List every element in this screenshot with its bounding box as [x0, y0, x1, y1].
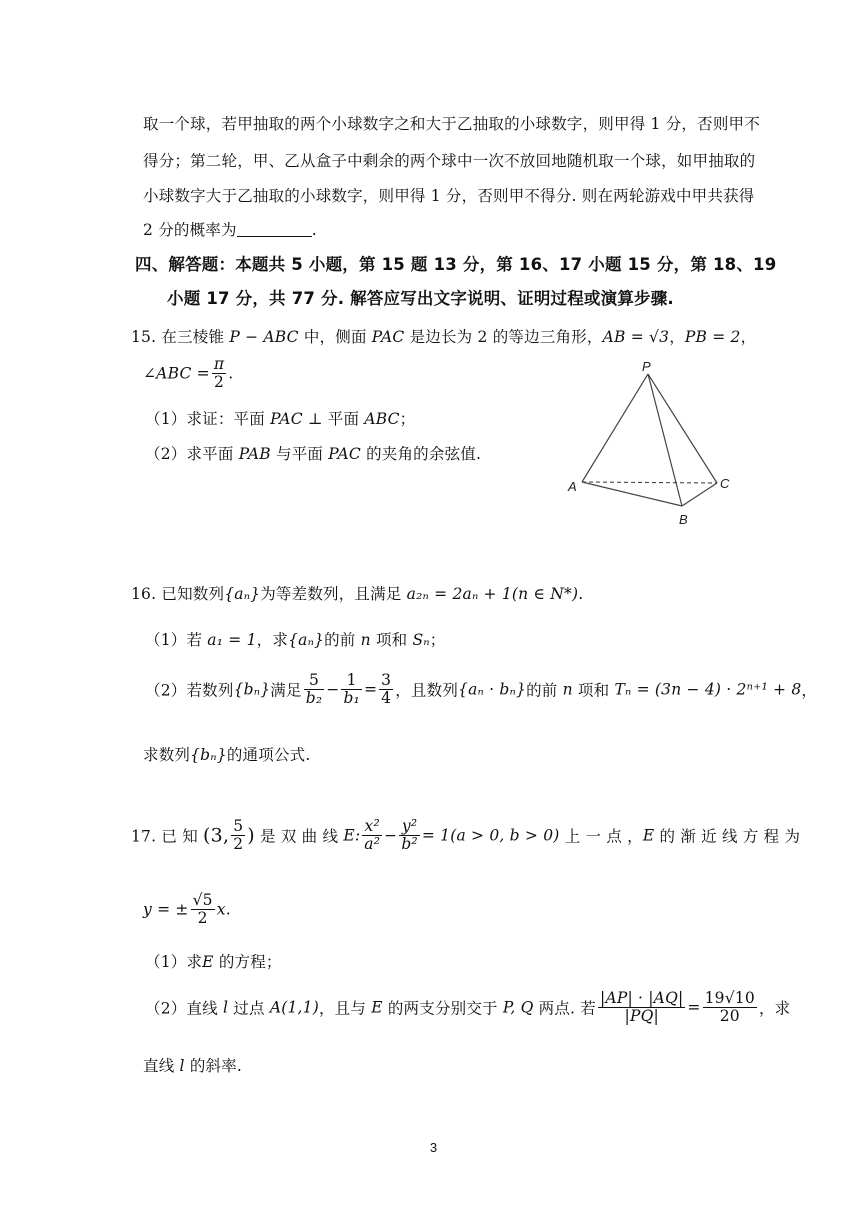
q17-t1: 是 双 曲 线	[260, 827, 344, 846]
q16-p2-t2: 满足	[270, 681, 302, 700]
q16-f2-num: 1	[341, 672, 362, 690]
q15-face: PAC	[371, 328, 405, 346]
q15-part1	[145, 407, 415, 429]
q17-p1-E: E	[202, 953, 214, 971]
q16-minus: −	[326, 680, 340, 699]
q17-stem	[131, 818, 800, 853]
q17-minus: −	[384, 826, 398, 845]
q17-b2: b²	[401, 835, 418, 853]
q17-x2: x²	[362, 818, 382, 836]
q16-f3-num: 3	[381, 671, 392, 689]
q16-p2-t4: 的前	[526, 681, 563, 700]
q16-p2-t3: ，且数列	[395, 681, 459, 700]
q15-num: 15. 在三棱锥	[131, 328, 230, 346]
q16-num: 16. 已知数列	[131, 585, 225, 603]
q17-point-close: )	[247, 824, 255, 847]
q15-angle-frac	[212, 356, 226, 391]
q16-p1-t5: ；	[429, 631, 446, 649]
q17-part2	[145, 990, 790, 1025]
q15-stem	[131, 325, 756, 347]
q17-ratio-eq: =	[687, 998, 701, 1017]
q16-p1-n: n	[360, 631, 371, 649]
q16-frac-5-b2	[304, 672, 325, 707]
q17-frac-y2-b2	[399, 818, 420, 853]
page-number: 3	[429, 1140, 438, 1155]
answer-blank	[237, 222, 312, 237]
q17-E2: E	[642, 826, 655, 845]
q17-t2: 上 一 点 ，	[559, 827, 643, 846]
q15-angle-end: .	[228, 364, 234, 383]
q17-frac-x2-a2	[362, 818, 382, 853]
q16-p1-t1: （1）若	[145, 631, 208, 649]
q15-p2-t2: 与平面	[270, 445, 329, 463]
q17-p1-t1: （1）求	[145, 953, 203, 971]
q15-p1-plane1: PAC	[270, 410, 303, 428]
q15-t2: 是边长为 2 的等边三角形，	[404, 328, 603, 346]
q16-frac-3-4	[379, 672, 393, 707]
q15-t4: ，	[740, 328, 757, 346]
q15-angle-num: π	[213, 355, 225, 373]
q17-a2: a²	[364, 835, 381, 853]
q17-asy-frac	[191, 892, 215, 927]
q16-l3-t2: 的通项公式.	[226, 746, 311, 764]
q16-p2-seq-b: {bₙ}	[233, 680, 271, 699]
q16-p1-t3: 的前	[324, 631, 361, 649]
q16-p2-t5: 项和	[572, 681, 615, 700]
q16-part2	[145, 672, 817, 707]
q16-p2-prod: {aₙ · bₙ}	[458, 680, 527, 699]
q17-t3: 的 渐 近 线 方 程 为	[654, 827, 801, 846]
prev-line-2: 得分；第二轮，甲、乙从盒子中剩余的两个球中一次不放回地随机取一个球，如甲抽取的	[143, 152, 756, 170]
q15-p1-t3: ；	[399, 410, 416, 428]
q17-ratio-den: |PQ|	[624, 1007, 659, 1025]
q17-p1-t2: 的方程；	[213, 953, 282, 971]
section-header-line-2: 小题 17 分，共 77 分. 解答应写出文字说明、证明过程或演算步骤.	[167, 289, 674, 308]
q17-p2-t4: 的两支分别交于	[382, 999, 503, 1018]
q16-p1-sn: Sₙ	[412, 631, 430, 649]
q15-t1: 中，侧面	[298, 328, 372, 346]
q17-value-num: 19√10	[704, 989, 755, 1007]
pyramid-figure	[560, 360, 740, 530]
prev-line-4-end: .	[311, 221, 317, 239]
q16-p2-n: n	[562, 680, 573, 699]
edge-PA	[582, 374, 648, 482]
label-C: C	[720, 476, 730, 491]
q17-asymptote	[143, 892, 231, 927]
q16-t1: 为等差数列，且满足	[260, 585, 407, 603]
q17-p2-t3: ，且与	[318, 999, 372, 1018]
q15-angle	[143, 356, 233, 391]
q16-l3-t1: 求数列	[143, 746, 191, 764]
q17-asy-end: .	[225, 900, 231, 919]
label-A: A	[568, 479, 577, 494]
edge-BC	[682, 483, 717, 506]
q17-point-open: (3,	[203, 824, 230, 847]
label-B: B	[679, 512, 688, 527]
q17-point-frac	[231, 818, 245, 853]
q17-value-frac	[703, 990, 757, 1025]
q15-t3: ，	[669, 328, 685, 346]
q16-p2-tn: Tₙ = (3n − 4) · 2ⁿ⁺¹ + 8	[614, 680, 802, 699]
q17-p2-E: E	[371, 998, 383, 1017]
q17-y2: y²	[399, 818, 420, 836]
q15-pb: PB = 2	[684, 328, 741, 346]
q16-f3-den: 4	[381, 689, 392, 707]
q16-l3-seq: {bₙ}	[190, 746, 227, 764]
q17-pt-num: 5	[233, 817, 244, 835]
q16-p1-seq: {aₙ}	[288, 631, 325, 649]
q16-eq: =	[363, 680, 378, 699]
q15-p2-plane1: PAB	[238, 445, 271, 463]
q17-pt-den: 2	[233, 835, 244, 853]
q17-num: 17. 已 知	[131, 827, 198, 846]
q16-cond: a₂ₙ = 2aₙ + 1(n ∈ N*)	[406, 585, 579, 603]
edge-AB	[582, 482, 682, 506]
q15-angle-den: 2	[214, 373, 225, 391]
q16-p1-t4: 项和	[370, 631, 413, 649]
q16-f2-den: b₁	[343, 689, 360, 707]
q17-ratio-frac	[598, 990, 685, 1025]
q15-p2-plane2: PAC	[328, 445, 361, 463]
q15-pyramid: P − ABC	[229, 328, 299, 346]
q17-l3-l: l	[179, 1057, 185, 1075]
q16-f1-num: 5	[304, 672, 325, 690]
q17-part1	[145, 950, 282, 972]
q17-l3-t1: 直线	[143, 1057, 180, 1075]
q17-asy-lhs: y = ±	[143, 900, 189, 919]
edge-PC	[648, 374, 717, 483]
q16-frac-1-b1	[341, 672, 362, 707]
q15-angle-lhs: ∠ABC =	[143, 364, 210, 383]
q16-p2-t6: ，	[801, 681, 818, 700]
label-P: P	[642, 360, 651, 374]
q16-part1	[145, 628, 446, 650]
prev-line-3: 小球数字大于乙抽取的小球数字，则甲得 1 分，否则甲不得分. 则在两轮游戏中甲共获得	[143, 187, 755, 205]
prev-line-4	[143, 218, 317, 240]
q17-p2-t2: 过点	[228, 999, 270, 1018]
q17-l3-t2: 的斜率.	[184, 1057, 243, 1075]
section-header-line-1: 四、解答题：本题共 5 小题，第 15 题 13 分，第 16、17 小题 15 分，第 18、19	[135, 255, 777, 274]
q15-part2	[145, 442, 481, 464]
q17-asy-num: √5	[192, 891, 213, 909]
q17-asy-den: 2	[197, 909, 208, 927]
q15-p2-t1: （2）求平面	[145, 445, 239, 463]
q15-ab: AB = √3	[602, 328, 670, 346]
q15-p1-t1: （1）求证：平面	[145, 410, 271, 428]
q17-line3	[143, 1054, 242, 1076]
q17-p2-A: A(1,1)	[269, 998, 319, 1017]
q15-p1-plane2: ABC	[364, 410, 400, 428]
q16-p1-a1: a₁ = 1	[207, 631, 257, 649]
q17-value-den: 20	[719, 1007, 740, 1025]
q16-f1-den: b₂	[305, 689, 323, 707]
q17-p2-t6: ，求	[758, 999, 791, 1018]
q17-eqcond: = 1(a > 0, b > 0)	[421, 826, 560, 845]
q17-p2-l: l	[223, 998, 229, 1017]
q16-stem	[131, 582, 583, 604]
q16-t2: .	[578, 585, 584, 603]
q15-p1-t2: ⊥ 平面	[302, 410, 365, 428]
q15-p2-t3: 的夹角的余弦值.	[360, 445, 482, 463]
q17-ratio-num: |AP| · |AQ|	[600, 989, 684, 1007]
edge-AC-hidden	[582, 482, 717, 483]
q17-p2-t1: （2）直线	[145, 999, 223, 1018]
q16-p1-t2: ，求	[256, 631, 289, 649]
prev-line-1: 取一个球，若甲抽取的两个小球数字之和大于乙抽取的小球数字，则甲得 1 分，否则甲不	[143, 115, 760, 133]
q17-asy-x: x	[216, 900, 226, 919]
q16-seq-a: {aₙ}	[224, 585, 261, 603]
q17-p2-PQ: P, Q	[502, 998, 534, 1017]
q17-p2-t5: 两点. 若	[533, 999, 597, 1018]
q16-p2-t1: （2）若数列	[145, 681, 234, 700]
edge-PB	[648, 374, 682, 506]
prev-line-4-text: 2 分的概率为	[143, 221, 237, 239]
q17-E: E:	[343, 826, 361, 845]
q16-line3	[143, 743, 310, 765]
